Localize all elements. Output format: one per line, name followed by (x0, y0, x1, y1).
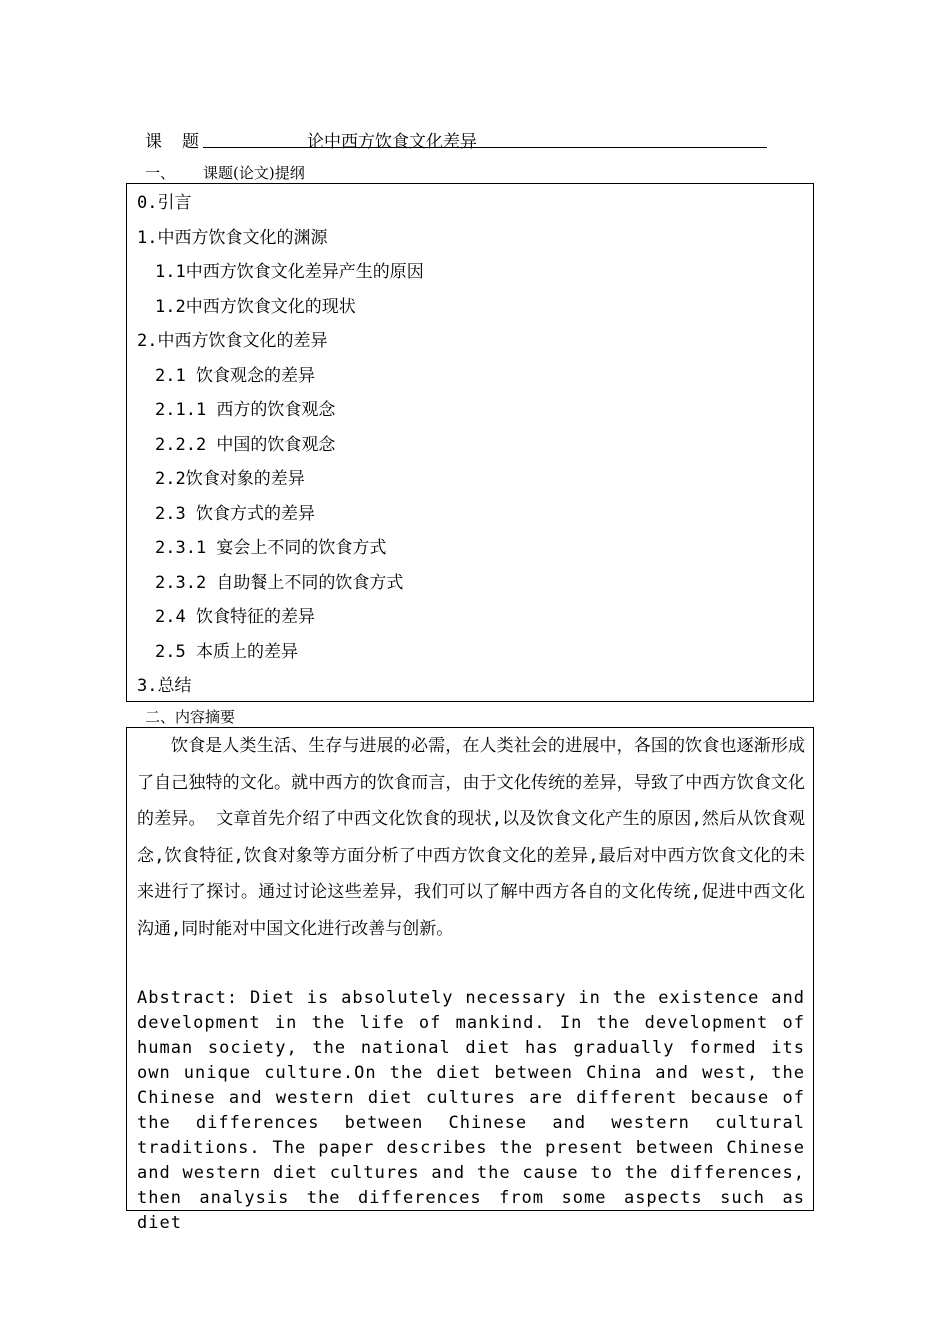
topic-underline (203, 125, 767, 148)
outline-section-heading (145, 162, 305, 183)
outline-item: 2.1 饮食观念的差异 (155, 365, 315, 386)
outline-section-title: 课题(论文)提纲 (203, 164, 305, 182)
outline-item: 2.4 饮食特征的差异 (155, 607, 315, 627)
outline-item: 2.中西方饮食文化的差异 (137, 331, 328, 351)
outline-section-number: 一、 (145, 164, 176, 182)
outline-item: 2.3.2 自助餐上不同的饮食方式 (155, 572, 404, 593)
outline-item: 2.3 饮食方式的差异 (155, 503, 315, 524)
outline-item: 3.总结 (137, 676, 192, 696)
outline-item: 1.2中西方饮食文化的现状 (155, 296, 356, 317)
outline-item: 2.2.2 中国的饮食观念 (155, 434, 336, 455)
outline-item: 1.中西方饮食文化的渊源 (137, 227, 328, 248)
outline-box (126, 183, 814, 702)
topic-title: 论中西方饮食文化差异 (307, 132, 477, 152)
outline-item: 0.引言 (137, 193, 192, 213)
chinese-abstract: 饮食是人类生活、生存与进展的必需，在人类社会的进展中，各国的饮食也逐渐形成了自己独特的文化。就中西方的饮食而言，由于文化传统的差异，导致了中西方饮食文化的差异。 文章首先介绍了中西文化饮食的现状,以及饮食文化产生的原因,然后从饮食观念,饮食特征,饮食对象等方面分析了中西方饮食文化的差异,最后对中西方饮食文化的未来进行了探讨。通过讨论这些差异，我们可以了解中西方各自的文化传统,促进中西文化沟通,同时能对中国文化进行改善与创新。 (137, 736, 805, 939)
outline-item: 1.1中西方饮食文化差异产生的原因 (155, 262, 424, 282)
outline-item: 2.2饮食对象的差异 (155, 469, 305, 489)
outline-item: 2.5 本质上的差异 (155, 641, 298, 662)
english-abstract: Abstract: Diet is absolutely necessary in the existence and development in the life of mankind. In the development of human society, the national diet has gradually formed its own unique culture.On the diet between China and west, the Chinese and western diet cultures are different because of the differences between Chinese and western cultural traditions. The paper describes the present between Chinese and western diet cultures and the cause to the differences, then analysis the differences from some aspects such as diet (137, 988, 805, 1233)
outline-item: 2.1.1 西方的饮食观念 (155, 400, 336, 420)
abstract-box (126, 727, 814, 1233)
abstract-section-heading: 二、内容摘要 (145, 708, 236, 726)
outline-item: 2.3.1 宴会上不同的饮食方式 (155, 538, 387, 558)
topic-label: 课题 (145, 132, 219, 152)
topic-row (145, 125, 767, 151)
